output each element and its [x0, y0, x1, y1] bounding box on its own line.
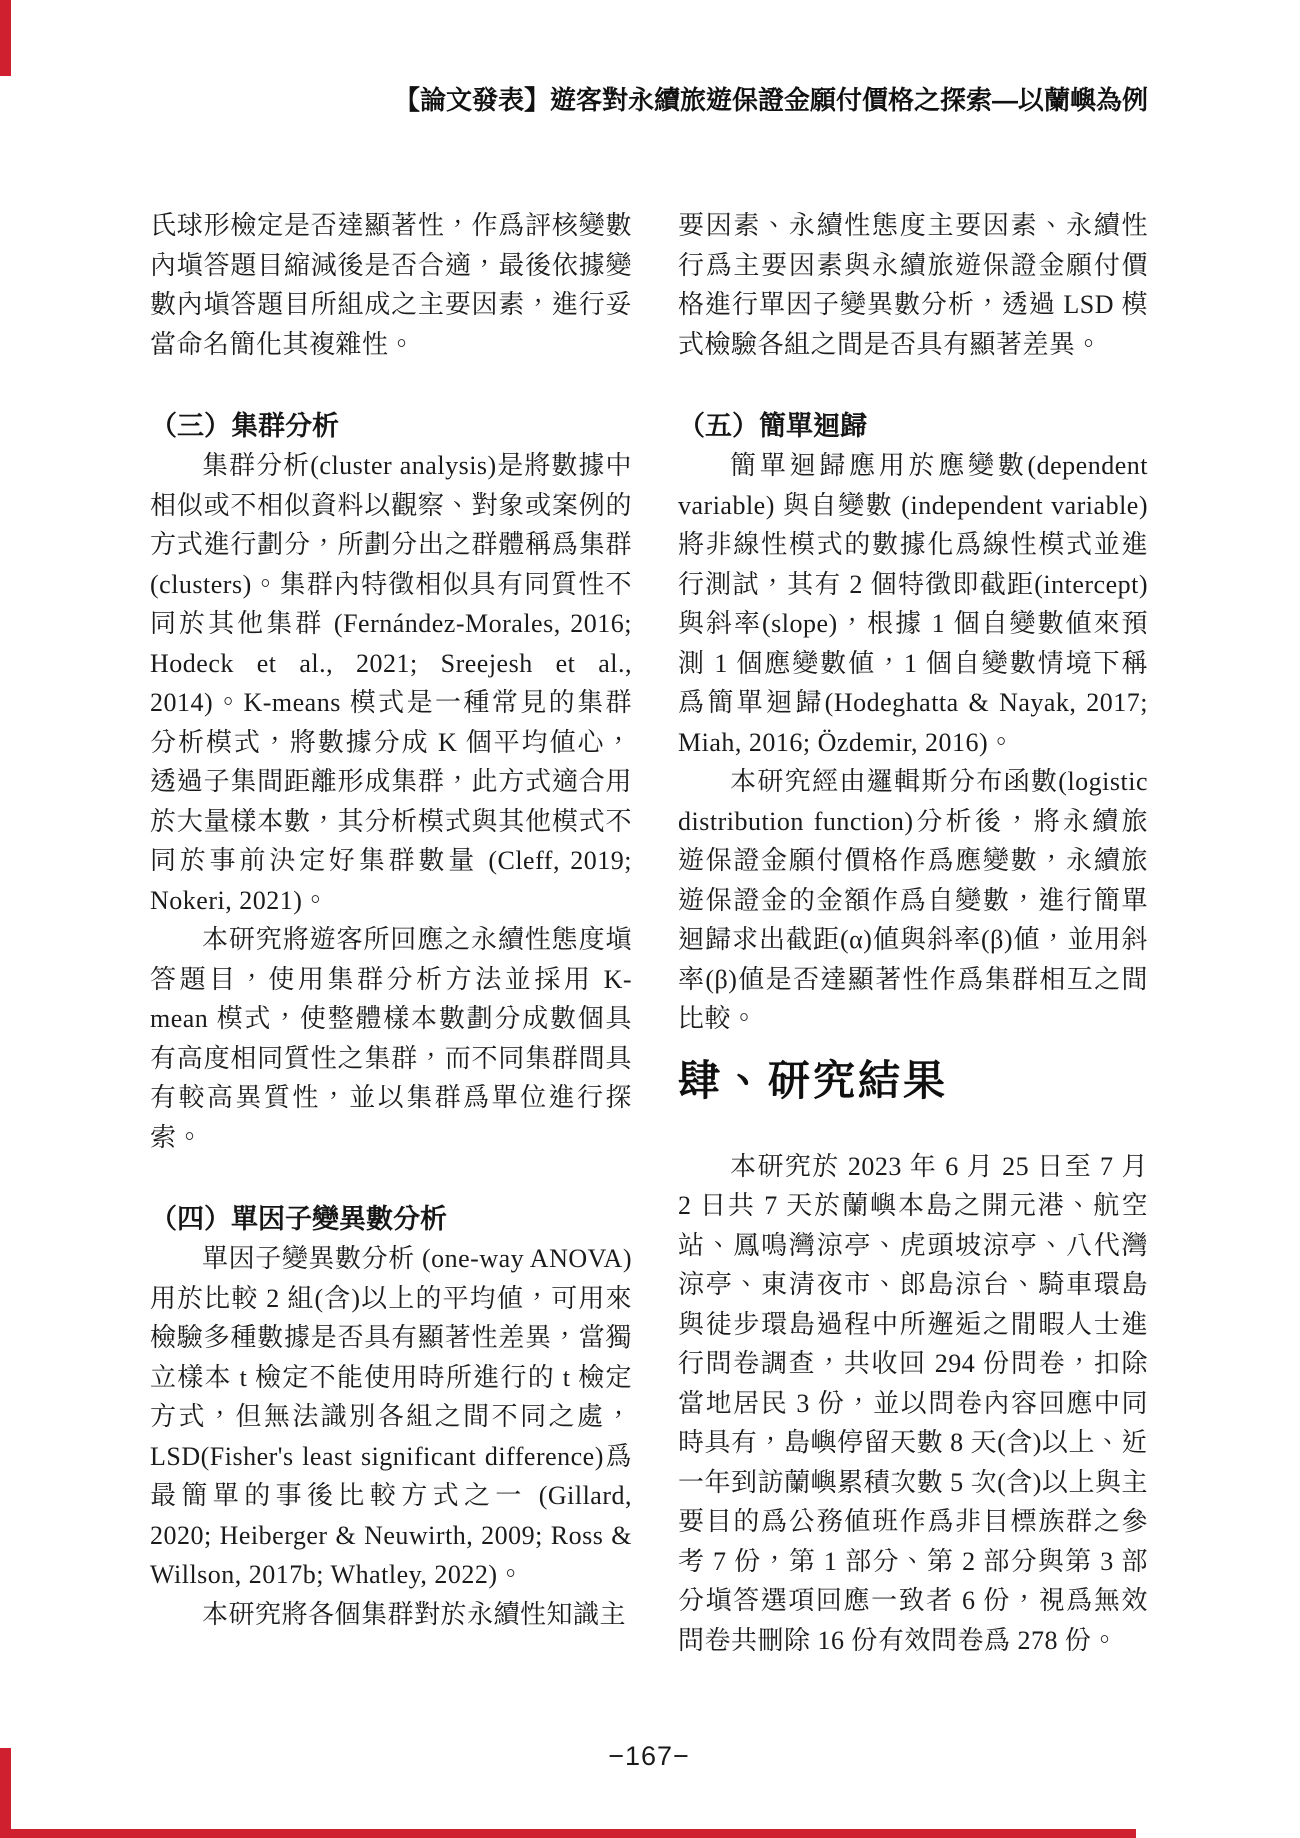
scan-edge-artifact-top-left — [0, 0, 11, 76]
scan-edge-artifact-bottom — [0, 1829, 1136, 1838]
running-header: 【論文發表】遊客對永續旅遊保證金願付價格之探索—以蘭嶼為例 — [393, 85, 1148, 115]
subsection-heading-simple-regression: （五）簡單迴歸 — [678, 411, 867, 441]
right-column — [678, 206, 1148, 1660]
two-column-text-block — [150, 206, 1148, 1660]
paragraph-simple-regression: 簡單迴歸應用於應變數(dependent variable) 與自變數 (independent variable)將非線性模式的數據化爲線性模式並進行測試，其有 2 個特徵即截距(intercept)與斜率(slope)，根據 1 個自變數値來預測 1 個應變數値，1 個自變數情境下稱爲簡單迴歸(Hodeghatta & Nayak, 2017; Miah, 2016; Özdemir, 2016)。 — [678, 451, 1148, 757]
paragraph-cluster-application: 本研究將遊客所回應之永續性態度塡答題目，使用集群分析方法並採用 K-mean 模式，使整體樣本數劃分成數個具有高度相同質性之集群，而不同集群間具有較高異質性，並以集群爲單位進行探索。 — [150, 925, 632, 1152]
page-number: −167− — [608, 1741, 690, 1771]
paragraph-anova: 單因子變異數分析 (one-way ANOVA)用於比較 2 組(含)以上的平均値，可用來檢驗多種數據是否具有顯著性差異，當獨立樣本 t 檢定不能使用時所進行的 t 檢定方式，但無法識別各組之間不同之處，LSD(Fisher's least significant difference)爲最簡單的事後比較方式之一 (Gillard, 2020; Heiberger & Neuwirth, 2009; Ross & Willson, 2017b; Whatley, 2022)。 — [150, 1244, 632, 1589]
left-column — [150, 206, 632, 1660]
scan-edge-artifact-bottom-left — [0, 1748, 11, 1838]
section-heading-research-results: 肆、研究結果 — [678, 1058, 949, 1105]
subsection-heading-one-way-anova: （四）單因子變異數分析 — [150, 1204, 447, 1234]
paragraph-anova-application-continued: 要因素、永續性態度主要因素、永續性行爲主要因素與永續旅遊保證金願付價格進行單因子變異數分析，透過 LSD 模式檢驗各組之間是否具有顯著差異。 — [678, 211, 1148, 359]
paragraph-anova-application-start: 本研究將各個集群對於永續性知識主 — [202, 1599, 627, 1629]
paragraph-continued-factor-analysis: 氏球形檢定是否達顯著性，作爲評核變數內塡答題目縮減後是否合適，最後依據變數內塡答題目所組成之主要因素，進行妥當命名簡化其複雜性。 — [150, 211, 632, 359]
paragraph-survey-description: 本研究於 2023 年 6 月 25 日至 7 月 2 日共 7 天於蘭嶼本島之開元港、航空站、鳳鳴灣涼亭、虎頭坡涼亭、八代灣涼亭、東清夜市、郎島涼台、騎車環島與徒步環島過程中所邂逅之閒暇人士進行問卷調查，共收回 294 份問卷，扣除當地居民 3 份，並以問卷內容回應中同時具有，島嶼停留天數 8 天(含)以上、近一年到訪蘭嶼累積次數 5 次(含)以上與主要目的爲公務値班作爲非目標族群之參考 7 份，第 1 部分、第 2 部分與第 3 部分塡答選項回應一致者 6 份，視爲無效問卷共刪除 16 份有效問卷爲 278 份。 — [678, 1151, 1148, 1655]
paragraph-logistic-regression-application: 本研究經由邏輯斯分布函數(logistic distribution function)分析後，將永續旅遊保證金願付價格作爲應變數，永續旅遊保證金的金額作爲自變數，進行簡單迴歸求出截距(α)値與斜率(β)値，並用斜率(β)値是否達顯著性作爲集群相互之間比較。 — [678, 767, 1148, 1033]
subsection-heading-cluster-analysis: （三）集群分析 — [150, 411, 339, 441]
paragraph-cluster-analysis: 集群分析(cluster analysis)是將數據中相似或不相似資料以觀察、對象或案例的方式進行劃分，所劃分出之群體稱爲集群(clusters)。集群內特徵相似具有同質性不同於其他集群 (Fernández-Morales, 2016; Hodeck et al., 2021; Sreejesh et al., 2014)。K-means 模式是一種常見的集群分析模式，將數據分成 K 個平均値心，透過子集間距離形成集群，此方式適合用於大量樣本數，其分析模式與其他模式不同於事前決定好集群數量 (Cleff, 2019; Nokeri, 2021)。 — [150, 451, 632, 915]
